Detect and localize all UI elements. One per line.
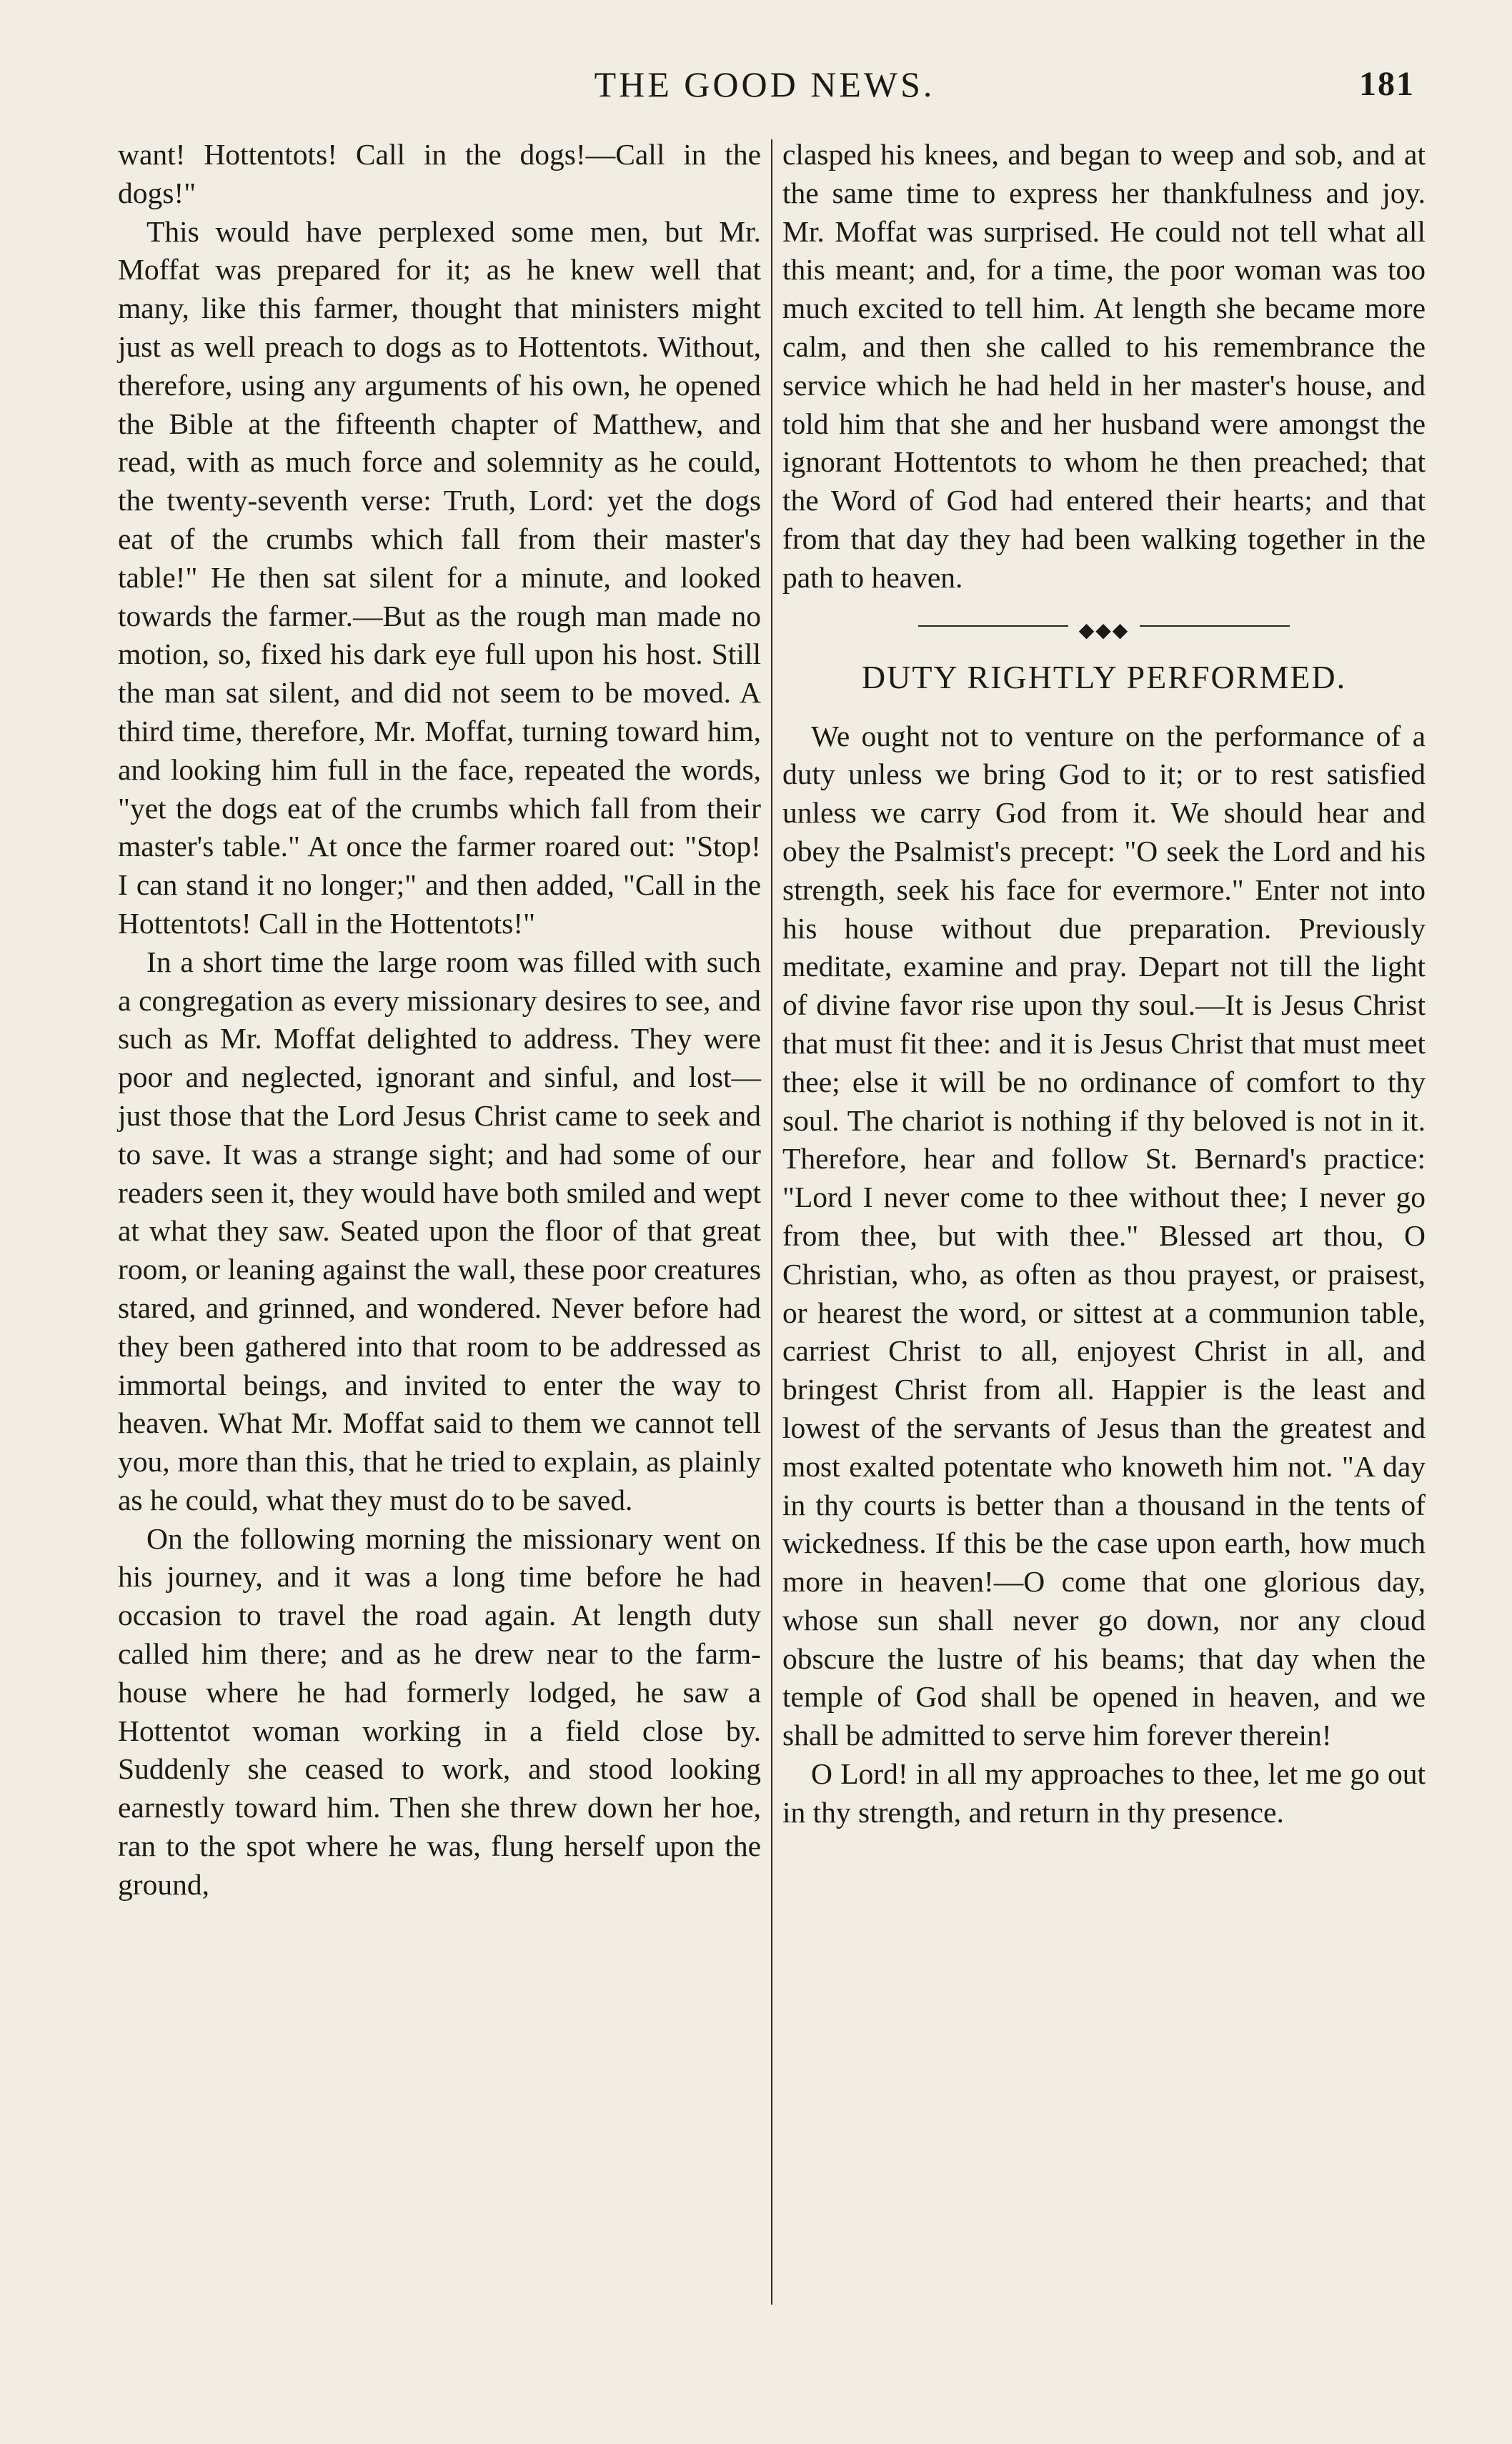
separator-line-left [918,625,1068,627]
left-paragraph-4: On the following morning the missionary went on his journey, and it was a long time before he had occasion to travel the road again. At length duty called him there; and as he drew near to the farm-house where he had formerly lodged, he saw a Hottentot woman working in a field close by. Suddenly she ceased to work, and stood looking earnestly toward him. Then she threw down her hoe, ran to the spot where he was, flung herself upon the ground, [118,1521,761,1901]
left-paragraph-2: This would have perplexed some men, but Mr. Moffat was prepared for it; as he knew well that many, like this farmer, thought that ministers might just as well preach to dogs as to Hottentots. Without, therefore, using any arguments of his own, he opened the Bible at the fifteenth chapter of Matthew, and read, with as much force and solemnity as he could, the twenty-seventh verse: Truth, Lord: yet the dogs eat of the crumbs which fall from their master's table!" He then sat silent for a minute, and looked towards the farmer.—But as the rough man made no motion, so, fixed his dark eye full upon his host. Still the man sat silent, and did not seem to be moved. A third time, therefore, Mr. Moffat, turning toward him, and looking him full in the face, repeated the words, "yet the dogs eat of the crumbs which fall from their master's table." At once the farmer roared out: "Stop! I can stand it no longer;" and then added, "Call in the Hottentots! Call in the Hottentots!" [118,214,761,940]
article-heading: DUTY RIGHTLY PERFORMED. [861,658,1347,695]
left-paragraph-3: In a short time the large room was filled with such a congregation as every missionary desires to see, and such as Mr. Moffat delighted to address. They were poor and neglected, ignorant and sinful, and lost—just those that the Lord Jesus Christ came to seek and to save. It was a strange sight; and had some of our readers seen it, they would have both smiled and wept at what they saw. Seated upon the floor of that great room, or leaning against the wall, these poor creatures stared, and grinned, and wondered. Never before had they been gathered into that room to be addressed as immortal beings, and invited to enter the way to heaven. What Mr. Moffat said to them we cannot tell you, more than this, that he tried to explain, as plainly as he could, what they must do to be saved. [118,945,761,1516]
right-column [782,136,1426,1832]
separator-line-right [1140,625,1290,627]
running-header [114,56,1415,113]
right-paragraph-2: We ought not to venture on the performance of a duty unless we bring God to it; or to rest satisfied unless we carry God from it. We should hear and obey the Psalmist's precept: "O seek the Lord and his strength, seek his face for evermore." Enter not into his house without due preparation. Previously meditate, examine and pray. Depart not till the light of divine favor rise upon thy soul.—It is Jesus Christ that must fit thee: and it is Jesus Christ that must meet thee; else it will be no ordinance of comfort to thy soul. The chariot is nothing if thy beloved is not in it. Therefore, hear and follow St. Bernard's practice: "Lord I never come to thee without thee; I never go from thee, but with thee." Blessed art thou, O Christian, who, as often as thou prayest, or praisest, or hearest the word, or sittest at a communion table, carriest Christ to all, enjoyest Christ in all, and bringest Christ from all. Happier is the least and lowest of the servants of Jesus than the greatest and most exalted potentate who knoweth him not. "A day in thy courts is better than a thousand in the tents of wickedness. If this be the case upon earth, how much more in heaven!—O come that one glorious day, whose sun shall never go down, nor any cloud obscure the lustre of his beams; that day when the temple of God shall be opened in heaven, and we shall be admitted to serve him forever therein! [782,719,1426,1752]
right-paragraph-3: O Lord! in all my approaches to thee, let me go out in thy strength, and return in thy presence. [782,1757,1426,1829]
section-separator [918,617,1290,642]
page-number: 181 [1359,65,1415,103]
column-divider-rule [771,139,772,2305]
left-column [118,136,761,1904]
left-paragraph-1: want! Hottentots! Call in the dogs!—Call in the dogs!" [118,138,761,209]
publication-title: THE GOOD NEWS. [594,64,935,104]
right-paragraph-1: clasped his knees, and began to weep and sob, and at the same time to express her thankfulness and joy. Mr. Moffat was surprised. He could not tell what all this meant; and, for a time, the poor woman was too much excited to tell him. At length she became more calm, and then she called to his remembrance the service which he had held in her master's house, and told him that she and her husband were amongst the ignorant Hottentots to whom he then preached; that the Word of God had entered their hearts; and that from that day they had been walking together in the path to heaven. [782,138,1426,594]
separator-ornament: ◆◆◆ [1078,619,1130,642]
